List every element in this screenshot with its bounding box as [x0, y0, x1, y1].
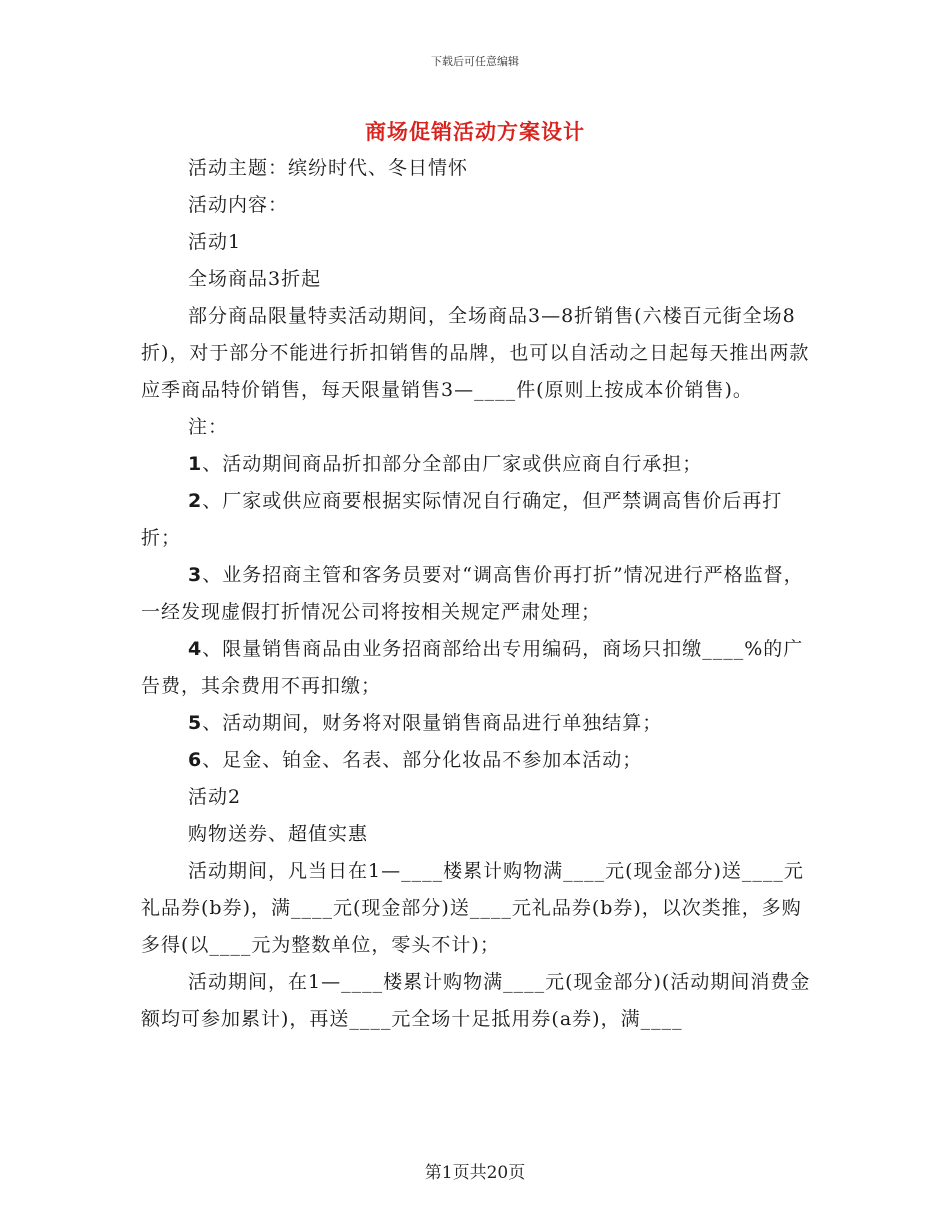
note-item: 3、业务招商主管和客务员要对“调高售价再打折”情况进行严格监督，一经发现虚假打折情况公司将按相关规定严肃处理； — [141, 564, 804, 623]
document-body — [141, 150, 813, 1038]
note-item-number: 1 — [188, 453, 203, 475]
note-item-text: 足金、铂金、名表、部分化妆品不参加本活动； — [222, 749, 643, 771]
note-item-text: 限量销售商品由业务招商部给出专用编码，商场只扣缴____%的广告费，其余费用不再扣缴； — [141, 638, 804, 697]
activity-2-description-2: 活动期间，在1—____楼累计购物满____元(现金部分)(活动期间消费金额均可参加累计)，再送____元全场十足抵用券(a券)，满____ — [141, 971, 811, 1030]
note-item-number: 6 — [188, 749, 203, 771]
activity-1-subtitle: 全场商品3折起 — [188, 268, 322, 290]
note-item: 5、活动期间，财务将对限量销售商品进行单独结算； — [188, 712, 663, 734]
activity-2-heading: 活动2 — [188, 786, 242, 808]
activity-1-description: 部分商品限量特卖活动期间，全场商品3—8折销售(六楼百元街全场8折)，对于部分不能进行折扣销售的品牌，也可以自活动之日起每天推出两款应季商品特价销售，每天限量销售3—____件(原则上按成本价销售)。 — [141, 305, 810, 401]
header-note: 下载后可任意编辑 — [431, 55, 519, 68]
note-item-text: 厂家或供应商要根据实际情况自行确定，但严禁调高售价后再打折； — [141, 490, 783, 549]
note-heading: 注： — [188, 416, 229, 438]
note-item: 4、限量销售商品由业务招商部给出专用编码，商场只扣缴____%的广告费，其余费用不再扣缴； — [141, 638, 804, 697]
note-item-number: 4 — [188, 638, 203, 660]
paragraph-theme: 活动主题：缤纷时代、冬日情怀 — [188, 157, 469, 179]
activity-1-heading: 活动1 — [188, 231, 242, 253]
note-item-text: 业务招商主管和客务员要对“调高售价再打折”情况进行严格监督，一经发现虚假打折情况公司将按相关规定严肃处理； — [141, 564, 804, 623]
note-item: 1、活动期间商品折扣部分全部由厂家或供应商自行承担； — [188, 453, 703, 475]
paragraph-content-heading: 活动内容： — [188, 194, 289, 216]
note-item-number: 2 — [188, 490, 203, 512]
note-item-number: 3 — [188, 564, 203, 586]
page-footer: 第1页共20页 — [424, 1163, 526, 1183]
note-item: 2、厂家或供应商要根据实际情况自行确定，但严禁调高售价后再打折； — [141, 490, 783, 549]
note-item: 6、足金、铂金、名表、部分化妆品不参加本活动； — [188, 749, 643, 771]
document-title: 商场促销活动方案设计 — [365, 119, 585, 144]
note-item-text: 活动期间商品折扣部分全部由厂家或供应商自行承担； — [222, 453, 703, 475]
note-item-text: 活动期间，财务将对限量销售商品进行单独结算； — [222, 712, 663, 734]
activity-2-description-1: 活动期间，凡当日在1—____楼累计购物满____元(现金部分)送____元礼品券(b券)，满____元(现金部分)送____元礼品券(b券)，以次类推，多购多得(以____元为整数单位，零头不计)； — [141, 860, 804, 956]
activity-2-subtitle: 购物送券、超值实惠 — [188, 823, 369, 845]
note-item-number: 5 — [188, 712, 203, 734]
